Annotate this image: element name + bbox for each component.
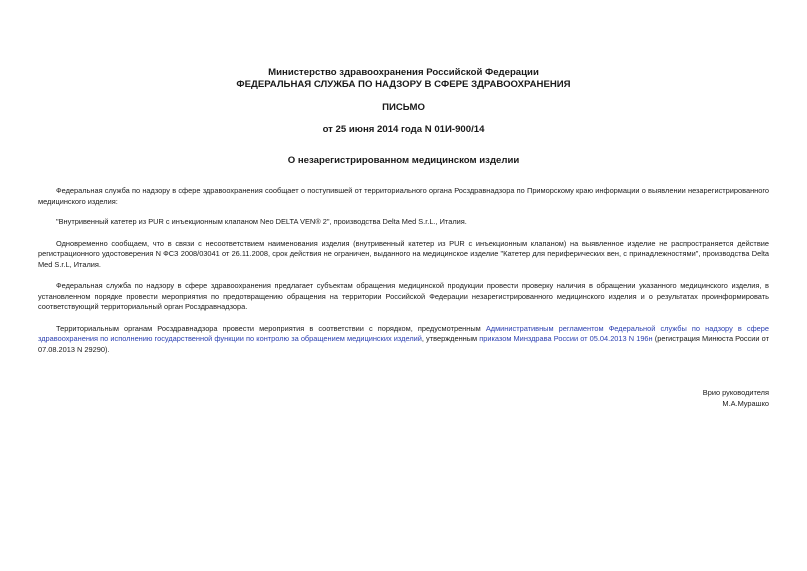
paragraph-2: "Внутривенный катетер из PUR с инъекционным клапаном Neo DELTA VEN® 2", производства Delta Med S.r.L., Италия. <box>56 217 467 226</box>
ministry-name: Министерство здравоохранения Российской Федерации <box>268 67 539 78</box>
document-type: ПИСЬМО <box>382 102 425 113</box>
paragraph-1: Федеральная служба по надзору в сфере здравоохранения сообщает о поступившей от территориального органа Росздравнадзора по Приморскому краю информации о выявлении незарегистрированного медицинского изделия: <box>38 186 769 206</box>
paragraph-5-text-middle: , утвержденным <box>421 334 480 343</box>
paragraph-3: Одновременно сообщаем, что в связи с несоответствием наименования изделия (внутривенный катетер из PUR с инъекционным клапаном) на выявленное изделие не распространяется действие регистрационного удостоверения N ФСЗ 2008/03041 от 26.11.2008, срок действия не ограничен, выданного на медицинское изделие "Катетер для периферических вен, с принадлежностями", производства Delta Med S.r.L, Италия. <box>38 238 769 269</box>
paragraph-5-text-after: (регистрация Минюста России от 07.08.2013 N 29290). <box>38 334 769 354</box>
signatory-title: Врио руководителя <box>702 388 769 397</box>
paragraph-5 <box>38 324 769 356</box>
paragraph-5-text-before: Территориальным органам Росздравнадзора провести мероприятия в соответствии с порядком, предусмотренным <box>56 323 486 333</box>
signatory-name: М.А.Мурашко <box>722 398 769 408</box>
order-link[interactable]: приказом Минздрава России от 05.04.2013 N 196н <box>479 334 653 343</box>
document-subject: О незарегистрированном медицинском изделии <box>287 155 520 166</box>
paragraph-4: Федеральная служба по надзору в сфере здравоохранения предлагает субъектам обращения медицинской продукции провести проверку наличия в обращении указанного медицинского изделия, в установленном порядке провести мероприятия по предотвращению обращения на территории Российской Федерации незарегистрированного медицинского изделия и о результатах проинформировать соответствующий территориальный орган Росздравнадзора. <box>38 281 769 311</box>
document-date-number: от 25 июня 2014 года N 01И-900/14 <box>322 124 485 135</box>
agency-name: ФЕДЕРАЛЬНАЯ СЛУЖБА ПО НАДЗОРУ В СФЕРЕ ЗДРАВООХРАНЕНИЯ <box>236 79 571 90</box>
regulation-link[interactable]: Административным регламентом Федеральной службы по надзору в сфере здравоохранения по исполнению государственной функции по контролю за обращением медицинских изделий <box>38 323 770 343</box>
letter-page <box>38 64 769 409</box>
